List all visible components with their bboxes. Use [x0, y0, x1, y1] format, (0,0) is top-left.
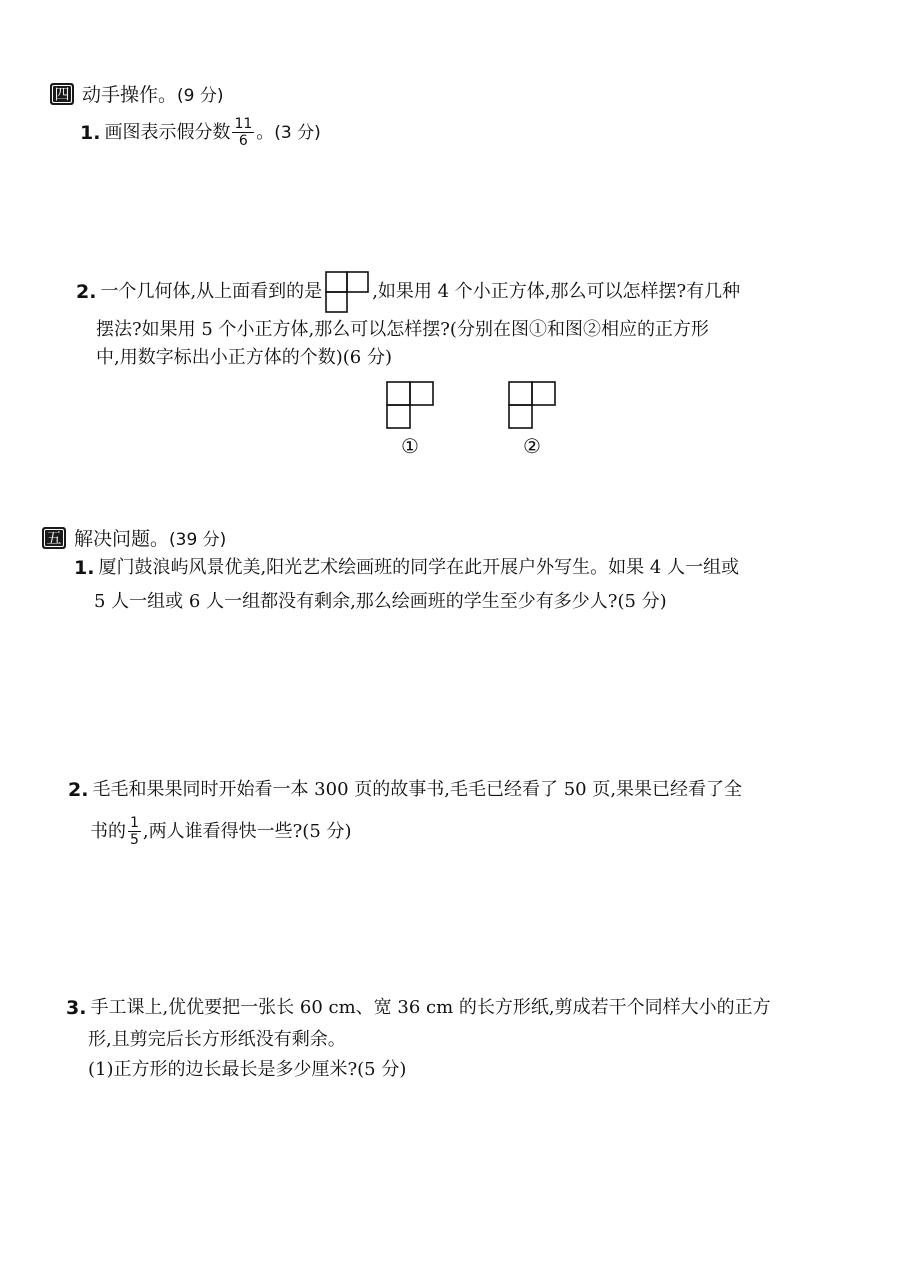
- figure-2-label: ②: [523, 434, 541, 458]
- s5-q1-line1: [74, 556, 739, 580]
- section-4-title: 动手操作。: [82, 84, 178, 106]
- s4-q1-frac-numerator: 11: [234, 116, 253, 132]
- section-4-badge: 四: [50, 83, 74, 105]
- s4-q1-tail: 。: [256, 121, 275, 143]
- s4-q2-number: 2.: [76, 281, 97, 303]
- s5-q3-line2: 形,且剪完后长方形纸没有剩余。: [88, 1029, 346, 1050]
- section-5-badge: 五: [42, 527, 66, 549]
- s5-q1-number: 1.: [74, 557, 95, 579]
- s5-q3-sub1: (1)正方形的边长最长是多少厘米?(5 分): [88, 1059, 407, 1080]
- s5-q3-number: 3.: [66, 997, 87, 1019]
- s4-q1-score: (3 分): [274, 122, 321, 143]
- s5-q2-text-b: ,两人谁看得快一些?(5 分): [142, 820, 352, 842]
- figure-1: [385, 380, 437, 458]
- section-4-header: [50, 80, 224, 107]
- s5-q2-line2: [90, 815, 352, 848]
- figure-1-label: ①: [401, 434, 419, 458]
- s4-q1-text: 画图表示假分数: [104, 121, 231, 143]
- s5-q2-line1: [68, 778, 742, 802]
- s5-q2-frac-numerator: 1: [130, 815, 139, 831]
- section-4-score: (9 分): [177, 86, 224, 106]
- figure-2-grid: [507, 380, 557, 430]
- s4-q1: [80, 116, 321, 149]
- figure-1-grid: [385, 380, 435, 430]
- section-5-title: 解决问题。: [74, 528, 170, 550]
- s4-q2-text-a: 一个几何体,从上面看到的是: [100, 281, 323, 302]
- s4-q1-frac-denominator: 6: [238, 133, 248, 149]
- s5-q2-fraction: [128, 815, 141, 848]
- s5-q1-text: 厦门鼓浪屿风景优美,阳光艺术绘画班的同学在此开展户外写生。如果 4 人一组或: [98, 557, 740, 578]
- s5-q3-text: 手工课上,优优要把一张长 60 cm、宽 36 cm 的长方形纸,剪成若干个同样大小的正方: [90, 997, 771, 1018]
- s4-q2-text-b: ,如果用 4 个小正方体,那么可以怎样摆?有几种: [372, 281, 741, 302]
- s5-q3-line1: [66, 996, 771, 1020]
- s5-q1-line2: 5 人一组或 6 人一组都没有剩余,那么绘画班的学生至少有多少人?(5 分): [94, 591, 667, 612]
- s5-q2-text-a: 书的: [90, 820, 126, 842]
- s5-q2-number: 2.: [68, 779, 89, 801]
- s4-q2-line3: 中,用数字标出小正方体的个数)(6 分): [96, 347, 392, 368]
- s4-q1-fraction: [232, 116, 254, 149]
- s4-q1-number: 1.: [80, 121, 101, 144]
- figure-2: [507, 380, 559, 458]
- s5-q2-frac-denominator: 5: [130, 832, 139, 848]
- section-5-score: (39 分): [169, 530, 227, 550]
- top-view-shape-icon: [324, 270, 370, 314]
- s4-q2-line1: [76, 270, 740, 314]
- s4-q2-line2: 摆法?如果用 5 个小正方体,那么可以怎样摆?(分别在图①和图②相应的正方形: [96, 319, 709, 340]
- section-5-header: [42, 524, 226, 551]
- s5-q2-text: 毛毛和果果同时开始看一本 300 页的故事书,毛毛已经看了 50 页,果果已经看了全: [92, 779, 743, 800]
